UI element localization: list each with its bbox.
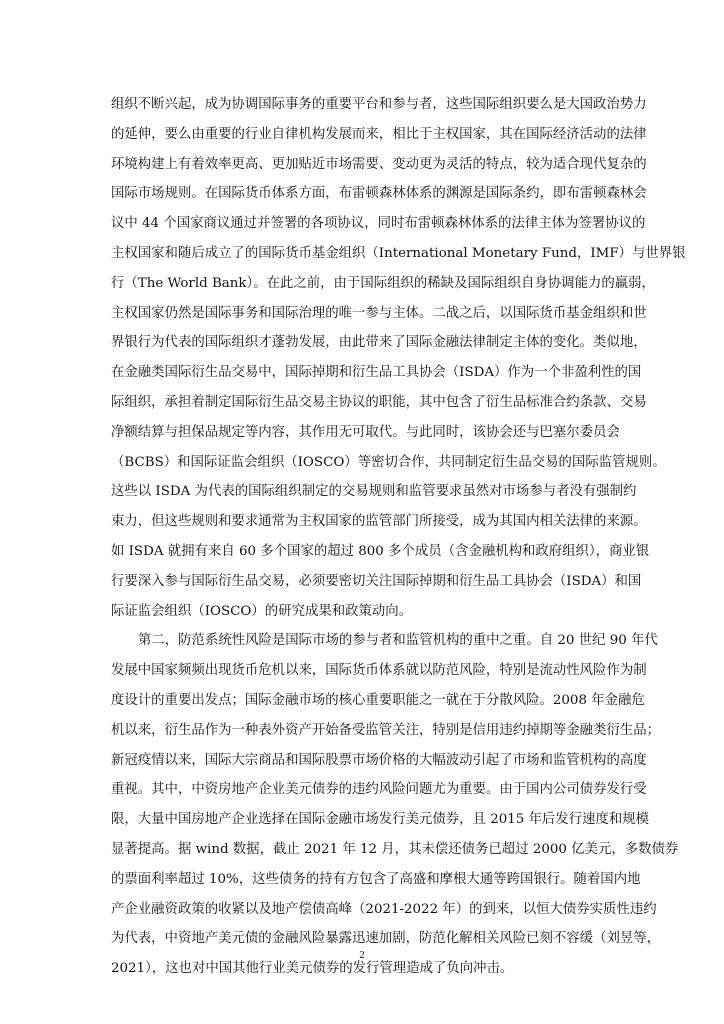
text-line: 束力，但这些规则和要求通常为主权国家的监管部门所接受，成为其国内相关法律的来源。 (111, 514, 647, 530)
text-line: 议中 44 个国家商议通过并签署的各项协议，同时布雷顿森林体系的法律主体为签署协议的 (111, 216, 646, 232)
text-line: 净额结算与担保品规定等内容，其作用无可取代。与此同时，该协会还与巴塞尔委员会 (111, 424, 620, 440)
text-line: 新冠疫情以来，国际大宗商品和国际股票市场价格的大幅波动引起了市场和监管机构的高度 (111, 752, 647, 768)
text-line: 这些以 ISDA 为代表的国际组织制定的交易规则和监管要求虽然对市场参与者没有强制约 (111, 484, 637, 500)
text-line: 国际市场规则。在国际货币体系方面，布雷顿森林体系的渊源是国际条约，即布雷顿森林会 (111, 186, 647, 202)
text-line: 度设计的重要出发点；国际金融市场的核心重要职能之一就在于分散风险。2008 年金融危 (111, 692, 645, 708)
text-line: 为代表，中资地产美元债的金融风险暴露迅速加剧，防范化解相关风险已刻不容缓（刘昱等， (111, 931, 661, 947)
text-line: 如 ISDA 就拥有来自 60 多个国家的超过 800 多个成员（含金融机构和政府组织），商业银 (111, 543, 650, 559)
text-line: 行（The World Bank）。在此之前，由于国际组织的稀缺及国际组织自身协调能力的羸弱， (111, 275, 655, 291)
paragraph-end-line: 2021），这也对中国其他行业美元债券的发行管理造成了负向冲击。 (111, 961, 514, 977)
text-line: 的票面利率超过 10%，这些债务的持有方包含了高盛和摩根大通等跨国银行。随着国内地 (111, 871, 641, 887)
text-line: 显著提高。据 wind 数据，截止 2021 年 12 月，其未偿还债务已超过 2000 亿美元，多数债券 (111, 841, 679, 857)
text-line: 机以来，衍生品作为一种表外资产开始备受监管关注，特别是信用违约掉期等金融类衍生品； (111, 722, 661, 738)
text-line: 组织不断兴起，成为协调国际事务的重要平台和参与者，这些国际组织要么是大国政治势力 (111, 97, 647, 112)
text-line: 在金融类国际衍生品交易中，国际掉期和衍生品工具协会（ISDA）作为一个非盈利性的国 (111, 365, 642, 381)
body-text (111, 90, 686, 984)
text-line: 主权国家仍然是国际事务和国际治理的唯一参与主体。二战之后，以国际货币基金组织和世 (111, 305, 647, 321)
paragraph-first-line: 第二，防范系统性风险是国际市场的参与者和监管机构的重中之重。自 20 世纪 90 年代 (138, 633, 658, 649)
text-line: （BCBS）和国际证监会组织（IOSCO）等密切合作，共同制定衍生品交易的国际监管规则。 (111, 454, 666, 470)
text-line: 发展中国家频频出现货币危机以来，国际货币体系就以防范风险，特别是流动性风险作为制 (111, 663, 647, 679)
text-line: 际组织，承担着制定国际衍生品交易主协议的职能，其中包含了衍生品标准合约条款、交易 (111, 394, 647, 410)
text-line: 环境构建上有着效率更高、更加贴近市场需要、变动更为灵活的特点，较为适合现代复杂的 (111, 156, 647, 172)
paragraph-end-line: 际证监会组织（IOSCO）的研究成果和政策动向。 (111, 603, 413, 619)
page-number: 2 (359, 949, 365, 961)
text-line: 行要深入参与国际衍生品交易，必须要密切关注国际掉期和衍生品工具协会（ISDA）和国 (111, 573, 642, 589)
text-line: 界银行为代表的国际组织才蓬勃发展，由此带来了国际金融法律制定主体的变化。类似地， (111, 335, 647, 351)
text-line: 产企业融资政策的收紧以及地产偿债高峰（2021-2022 年）的到来，以恒大债券实质性违约 (111, 901, 657, 917)
text-line: 重视。其中，中资房地产企业美元债券的违约风险问题尤为重要。由于国内公司债券发行受 (111, 782, 647, 798)
text-line: 的延伸，要么由重要的行业自律机构发展而来，相比于主权国家，其在国际经济活动的法律 (111, 126, 647, 142)
text-line: 限，大量中国房地产企业选择在国际金融市场发行美元债券，且 2015 年后发行速度和规模 (111, 812, 650, 828)
text-line: 主权国家和随后成立了的国际货币基金组织（International Monetary Fund，IMF）与世界银 (111, 245, 686, 261)
